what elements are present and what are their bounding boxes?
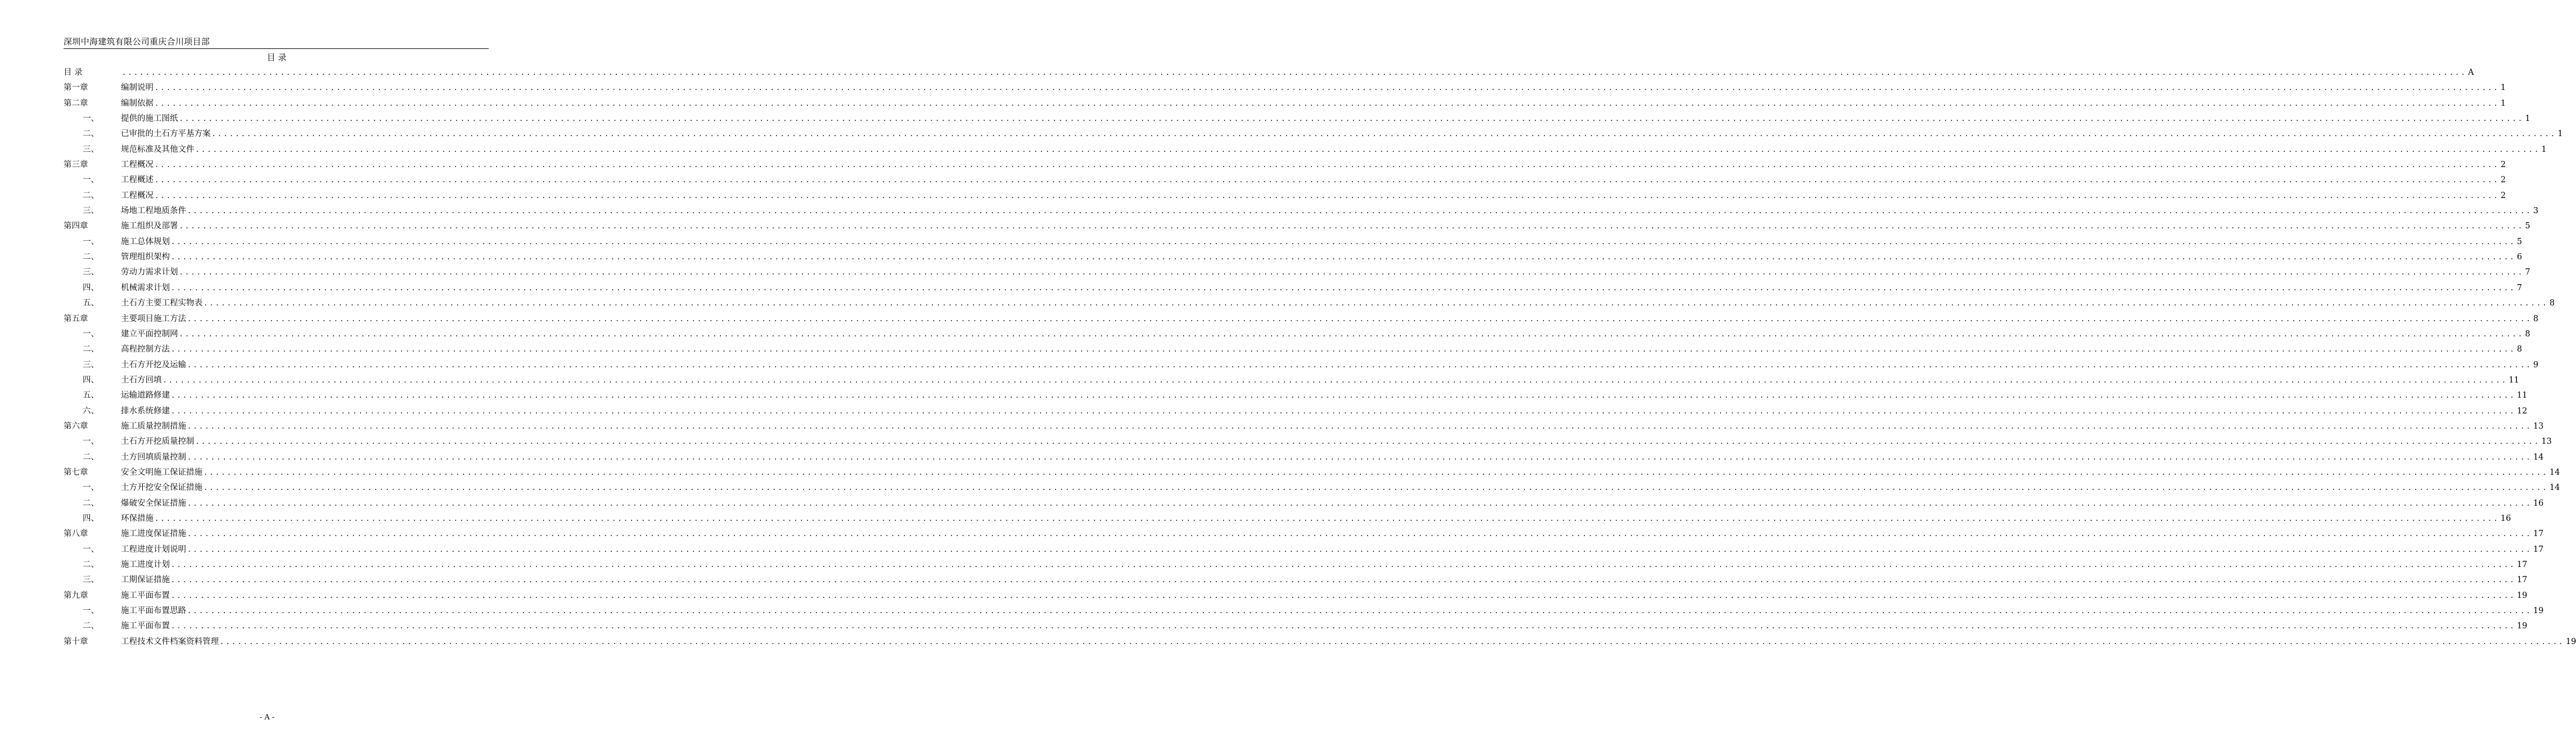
toc-entry-title: 土石方开挖及运输: [121, 360, 186, 370]
document-header-title: 深圳中海建筑有限公司重庆合川项目部: [64, 37, 210, 47]
toc-entry[interactable]: [64, 204, 2539, 219]
toc-entry[interactable]: [64, 219, 2530, 235]
toc-dot-leader: ................................................................................................................................................................................................................................................................................................................................................................................................................: [179, 330, 2524, 338]
toc-entry[interactable]: [64, 435, 2552, 450]
toc-entry-number: 二、: [83, 622, 99, 631]
toc-dot-leader: ................................................................................................................................................................................................................................................................................................................................................................................................................: [171, 253, 2516, 262]
toc-entry-page: 9: [2533, 360, 2539, 370]
toc-entry-title: 工程概况: [121, 160, 154, 170]
toc-entry-page: 5: [2516, 237, 2523, 246]
toc-entry-title: 施工平面布置: [121, 622, 170, 631]
toc-dot-leader: ................................................................................................................................................................................................................................................................................................................................................................................................................: [155, 191, 2500, 200]
toc-entry-page: 3: [2533, 206, 2539, 216]
toc-entry[interactable]: [64, 512, 2511, 527]
toc-entry-page: 6: [2516, 253, 2523, 262]
toc-dot-leader: ................................................................................................................................................................................................................................................................................................................................................................................................................: [187, 607, 2532, 615]
toc-entry-number: 一、: [83, 237, 99, 246]
toc-entry-page: A: [2467, 68, 2474, 77]
toc-entry-page: 13: [2541, 437, 2552, 447]
toc-dot-leader: ................................................................................................................................................................................................................................................................................................................................................................................................................: [179, 222, 2524, 231]
toc-dot-leader: ................................................................................................................................................................................................................................................................................................................................................................................................................: [204, 484, 2548, 492]
toc-entry-page: 5: [2525, 222, 2530, 231]
toc-entry-number: 二、: [83, 560, 99, 569]
toc-entry-number: 第十章: [64, 637, 88, 646]
toc-entry[interactable]: [64, 527, 2544, 542]
toc-entry-title: 土石方回填: [121, 375, 162, 385]
header-divider: [64, 48, 489, 49]
toc-dot-leader: ................................................................................................................................................................................................................................................................................................................................................................................................................: [122, 69, 2467, 76]
toc-dot-leader: ................................................................................................................................................................................................................................................................................................................................................................................................................: [204, 468, 2548, 476]
toc-entry[interactable]: [64, 604, 2544, 619]
toc-entry-title: 施工平面布置: [121, 591, 170, 600]
toc-dot-leader: ................................................................................................................................................................................................................................................................................................................................................................................................................: [211, 130, 2557, 138]
table-of-contents: [64, 66, 2576, 650]
toc-entry[interactable]: [64, 466, 2560, 481]
toc-entry-number: 四、: [83, 283, 99, 292]
toc-dot-leader: ................................................................................................................................................................................................................................................................................................................................................................................................................: [187, 361, 2532, 369]
toc-entry-page: 11: [2516, 391, 2528, 400]
toc-dot-leader: ................................................................................................................................................................................................................................................................................................................................................................................................................: [204, 299, 2548, 308]
toc-entry[interactable]: [64, 97, 2506, 112]
toc-dot-leader: ................................................................................................................................................................................................................................................................................................................................................................................................................: [171, 407, 2516, 415]
toc-entry-number: 第五章: [64, 314, 88, 323]
toc-entry[interactable]: [64, 343, 2523, 358]
toc-entry[interactable]: [64, 127, 2563, 142]
toc-entry-number: 一、: [83, 114, 99, 124]
toc-dot-leader: ................................................................................................................................................................................................................................................................................................................................................................................................................: [171, 345, 2516, 354]
toc-entry-title: 提供的施工图纸: [121, 114, 178, 124]
page-number-footer: - A -: [259, 713, 275, 722]
toc-entry[interactable]: [64, 266, 2530, 281]
toc-entry-page: 2: [2500, 160, 2506, 170]
toc-entry-page: 8: [2525, 329, 2530, 339]
toc-entry-page: 11: [2509, 375, 2519, 385]
toc-entry-title: 工期保证措施: [121, 575, 170, 585]
toc-entry-title: 高程控制方法: [121, 345, 170, 354]
toc-entry[interactable]: [64, 281, 2523, 296]
toc-entry-number: 二、: [83, 498, 99, 508]
toc-entry-page: 2: [2500, 191, 2506, 200]
toc-entry[interactable]: [64, 404, 2528, 420]
toc-entry-title: 建立平面控制网: [121, 329, 178, 339]
toc-entry-page: 17: [2516, 575, 2528, 585]
toc-entry[interactable]: [64, 189, 2506, 204]
toc-entry-number: 第一章: [64, 83, 88, 93]
toc-entry[interactable]: [64, 389, 2528, 404]
toc-entry-number: 三、: [83, 268, 99, 277]
toc-entry-number: 一、: [83, 483, 99, 493]
toc-entry-title: 安全文明施工保证措施: [121, 467, 202, 477]
toc-entry-number: 一、: [83, 544, 99, 554]
toc-entry-number: 五、: [83, 299, 99, 308]
toc-entry-page: 8: [2549, 299, 2555, 308]
toc-entry[interactable]: [64, 112, 2530, 127]
toc-dot-leader: ................................................................................................................................................................................................................................................................................................................................................................................................................: [155, 514, 2500, 523]
toc-entry-title: 施工进度保证措施: [121, 529, 186, 539]
toc-entry-title: 已审批的土石方平基方案: [121, 129, 211, 139]
toc-entry-page: 1: [2525, 114, 2530, 124]
toc-entry-page: 14: [2533, 452, 2544, 462]
toc-entry-number: 三、: [83, 575, 99, 585]
toc-entry-title: 土石方主要工程实物表: [121, 299, 202, 308]
toc-entry[interactable]: [64, 420, 2544, 435]
toc-entry-title: 运输道路修建: [121, 391, 170, 400]
toc-dot-leader: ................................................................................................................................................................................................................................................................................................................................................................................................................: [155, 99, 2500, 107]
toc-dot-leader: ................................................................................................................................................................................................................................................................................................................................................................................................................: [155, 84, 2500, 92]
toc-dot-leader: ................................................................................................................................................................................................................................................................................................................................................................................................................: [171, 561, 2516, 569]
toc-entry-title: 规范标准及其他文件: [121, 145, 195, 154]
toc-entry[interactable]: [64, 573, 2528, 588]
toc-dot-leader: ................................................................................................................................................................................................................................................................................................................................................................................................................: [155, 161, 2500, 169]
toc-entry-number: 二、: [83, 452, 99, 462]
toc-entry-number: 三、: [83, 145, 99, 154]
toc-entry-page: 16: [2533, 498, 2544, 508]
toc-entry-title: 土方回填质量控制: [121, 452, 186, 462]
toc-dot-leader: ................................................................................................................................................................................................................................................................................................................................................................................................................: [187, 314, 2532, 323]
toc-entry-title: 场地工程地质条件: [121, 206, 186, 216]
toc-entry-page: 1: [2500, 98, 2506, 108]
toc-entry-page: 8: [2516, 345, 2523, 354]
toc-entry[interactable]: [64, 327, 2530, 343]
toc-entry-page: 12: [2516, 406, 2528, 416]
toc-dot-leader: ................................................................................................................................................................................................................................................................................................................................................................................................................: [171, 392, 2516, 400]
toc-entry-number: 二、: [83, 345, 99, 354]
toc-entry-number: 第七章: [64, 467, 88, 477]
toc-entry-page: 17: [2533, 529, 2544, 539]
toc-dot-leader: ................................................................................................................................................................................................................................................................................................................................................................................................................: [155, 176, 2500, 184]
toc-entry[interactable]: [64, 158, 2506, 173]
toc-entry-number: 四、: [83, 375, 99, 385]
toc-entry-page: 2: [2500, 176, 2506, 185]
toc-dot-leader: ................................................................................................................................................................................................................................................................................................................................................................................................................: [187, 422, 2532, 430]
toc-entry-page: 14: [2549, 467, 2560, 477]
toc-entry-number: 五、: [83, 391, 99, 400]
toc-entry-number: 一、: [83, 606, 99, 616]
toc-entry-title: 机械需求计划: [121, 283, 170, 292]
toc-entry[interactable]: [64, 451, 2544, 466]
toc-entry-number: 一、: [83, 176, 99, 185]
toc-entry-number: 第三章: [64, 160, 88, 170]
toc-dot-leader: ................................................................................................................................................................................................................................................................................................................................................................................................................: [171, 576, 2516, 584]
toc-entry[interactable]: [64, 374, 2519, 389]
toc-entry-title: 土石方开挖质量控制: [121, 437, 195, 447]
toc-entry[interactable]: [64, 235, 2523, 250]
toc-entry-page: 17: [2516, 560, 2528, 569]
toc-heading: 目 录: [267, 52, 287, 62]
toc-entry-number: 二、: [83, 191, 99, 200]
toc-entry-page: 19: [2533, 606, 2544, 616]
toc-entry-number: 三、: [83, 206, 99, 216]
toc-entry-title: 施工总体规划: [121, 237, 170, 246]
toc-entry[interactable]: [64, 312, 2539, 327]
toc-entry-page: 19: [2516, 591, 2528, 600]
toc-entry[interactable]: [64, 143, 2547, 158]
toc-entry-number: 目 录: [64, 68, 83, 77]
toc-entry-page: 19: [2565, 637, 2576, 646]
toc-dot-leader: ................................................................................................................................................................................................................................................................................................................................................................................................................: [171, 622, 2516, 631]
toc-entry[interactable]: [64, 635, 2576, 650]
toc-entry-page: 1: [2557, 129, 2563, 139]
toc-entry-number: 第二章: [64, 98, 88, 108]
toc-entry-title: 工程技术文件档案资料管理: [121, 637, 219, 646]
toc-entry-title: 施工组织及部署: [121, 222, 178, 231]
toc-entry-title: 管理组织架构: [121, 253, 170, 262]
toc-dot-leader: ................................................................................................................................................................................................................................................................................................................................................................................................................: [220, 637, 2565, 646]
toc-entry-page: 7: [2516, 283, 2523, 292]
toc-dot-leader: ................................................................................................................................................................................................................................................................................................................................................................................................................: [171, 284, 2516, 292]
toc-entry[interactable]: [64, 173, 2506, 188]
toc-dot-leader: ................................................................................................................................................................................................................................................................................................................................................................................................................: [187, 207, 2532, 215]
toc-entry-number: 一、: [83, 437, 99, 447]
toc-entry[interactable]: [64, 543, 2544, 558]
toc-entry-number: 第八章: [64, 529, 88, 539]
toc-entry[interactable]: [64, 558, 2528, 573]
toc-entry[interactable]: [64, 497, 2544, 512]
toc-dot-leader: ................................................................................................................................................................................................................................................................................................................................................................................................................: [171, 237, 2516, 246]
toc-entry-number: 一、: [83, 329, 99, 339]
toc-entry-page: 8: [2533, 314, 2539, 323]
toc-entry-page: 17: [2533, 544, 2544, 554]
toc-dot-leader: ................................................................................................................................................................................................................................................................................................................................................................................................................: [179, 268, 2524, 277]
toc-entry-title: 编制依据: [121, 98, 154, 108]
toc-entry-title: 编制说明: [121, 83, 154, 93]
toc-dot-leader: ................................................................................................................................................................................................................................................................................................................................................................................................................: [171, 591, 2516, 600]
toc-entry-title: 施工进度计划: [121, 560, 170, 569]
toc-entry-title: 排水系统修建: [121, 406, 170, 416]
toc-entry-number: 二、: [83, 253, 99, 262]
toc-entry-page: 16: [2500, 514, 2511, 523]
toc-entry-title: 劳动力需求计划: [121, 268, 178, 277]
toc-entry-title: 环保措施: [121, 514, 154, 523]
toc-entry[interactable]: [64, 66, 2474, 81]
toc-entry-title: 工程概述: [121, 176, 154, 185]
toc-entry-number: 四、: [83, 514, 99, 523]
toc-entry-number: 第四章: [64, 222, 88, 231]
toc-entry[interactable]: [64, 358, 2539, 374]
toc-dot-leader: ................................................................................................................................................................................................................................................................................................................................................................................................................: [195, 145, 2541, 154]
toc-dot-leader: ................................................................................................................................................................................................................................................................................................................................................................................................................: [187, 530, 2532, 538]
toc-entry-number: 第九章: [64, 591, 88, 600]
toc-entry-page: 7: [2525, 268, 2530, 277]
toc-entry-page: 13: [2533, 421, 2544, 431]
toc-entry-title: 工程进度计划说明: [121, 544, 186, 554]
toc-entry-number: 第六章: [64, 421, 88, 431]
toc-entry-page: 14: [2549, 483, 2560, 493]
toc-entry[interactable]: [64, 296, 2555, 312]
toc-entry-title: 主要项目施工方法: [121, 314, 186, 323]
toc-dot-leader: ................................................................................................................................................................................................................................................................................................................................................................................................................: [187, 499, 2532, 507]
toc-entry-title: 爆破安全保证措施: [121, 498, 186, 508]
toc-entry-number: 六、: [83, 406, 99, 416]
toc-dot-leader: ................................................................................................................................................................................................................................................................................................................................................................................................................: [163, 376, 2508, 384]
toc-dot-leader: ................................................................................................................................................................................................................................................................................................................................................................................................................: [179, 115, 2524, 123]
toc-entry-title: 施工质量控制措施: [121, 421, 186, 431]
toc-dot-leader: ................................................................................................................................................................................................................................................................................................................................................................................................................: [187, 453, 2532, 461]
toc-entry-number: 二、: [83, 129, 99, 139]
toc-entry-page: 1: [2500, 83, 2506, 93]
toc-entry-number: 三、: [83, 360, 99, 370]
toc-entry-title: 土方开挖安全保证措施: [121, 483, 202, 493]
toc-entry-title: 工程概况: [121, 191, 154, 200]
toc-entry[interactable]: [64, 619, 2528, 634]
toc-dot-leader: ................................................................................................................................................................................................................................................................................................................................................................................................................: [187, 545, 2532, 554]
toc-entry[interactable]: [64, 81, 2506, 96]
toc-entry[interactable]: [64, 250, 2523, 266]
toc-entry[interactable]: [64, 481, 2560, 496]
toc-entry[interactable]: [64, 589, 2528, 604]
toc-entry-page: 19: [2516, 622, 2528, 631]
toc-dot-leader: ................................................................................................................................................................................................................................................................................................................................................................................................................: [195, 438, 2541, 446]
toc-entry-page: 1: [2541, 145, 2547, 154]
toc-entry-title: 施工平面布置思路: [121, 606, 186, 616]
